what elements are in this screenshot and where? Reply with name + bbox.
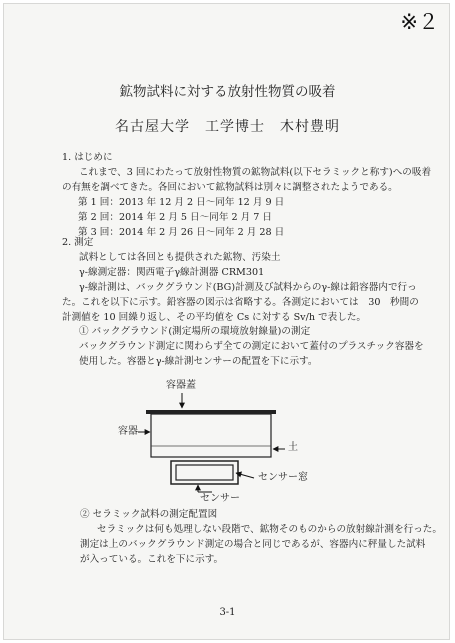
section-2-text: た。これを以下に示す。鉛容器の図示は省略する。各測定においては 30 秒間の [62, 297, 419, 308]
subsection-1-text: バックグラウンド測定に関わらず全ての測定において蓋付のプラスチック容器を [79, 341, 424, 352]
page-number: 3-1 [219, 607, 236, 618]
section-2-text: 試料としては各回とも提供された鉱物、汚染土 [79, 252, 281, 263]
container-box [151, 414, 271, 457]
sensor-label: センサー [200, 493, 240, 504]
section-1-text: これまで、3 回にわたって放射性物質の鉱物試料(以下セラミックと称す)への吸着 [79, 167, 432, 178]
container-lid [146, 410, 276, 414]
subsection-2-text: 測定は上のバックグラウンド測定の場合と同じであるが、容器内に秤量した試料 [80, 539, 426, 550]
section-2-text: γ-線計測は、バックグラウンド(BG)計測及び試料からのγ-線は鉛容器内で行っ [79, 282, 417, 293]
section-2-heading: 2. 測定 [62, 237, 94, 248]
author-line: 名古屋大学 工学博士 木村豊明 [115, 119, 340, 135]
round-2-dates: 第 2 回：2014 年 2 月 5 日～同年 2 月 7 日 [78, 212, 273, 223]
lid-label: 容器蓋 [166, 380, 196, 391]
section-2-text: γ-線測定器：関西電子γ線計測器 CRM301 [79, 267, 265, 278]
subsection-2-text: が入っている。これを下に示す。 [80, 554, 224, 565]
section-1-text: の有無を調べてきた。各回において鉱物試料は別々に調整されたようである。 [62, 182, 398, 193]
subsection-1-heading: ① バックグラウンド(測定場所の環境放射線量)の測定 [79, 326, 311, 337]
section-2-text: 計測値を 10 回繰り返し、その平均値を Cs に対する Sv/h で表した。 [62, 312, 367, 323]
section-1-heading: 1. はじめに [62, 152, 113, 163]
subsection-1-text: 使用した。容器とγ-線計測センサーの配置を下に示す。 [79, 356, 318, 367]
round-3-dates: 第 3 回：2014 年 2 月 26 日～同年 2 月 28 日 [78, 227, 285, 238]
corner-mark: ※２ [400, 10, 439, 34]
sensor-window-label: センサー窓 [258, 472, 308, 483]
document-title: 鉱物試料に対する放射性物質の吸着 [119, 84, 336, 100]
subsection-2-heading: ② セラミック試料の測定配置図 [80, 509, 218, 520]
soil-label: 土 [288, 442, 298, 453]
round-1-dates: 第 1 回：2013 年 12 月 2 日～同年 12 月 9 日 [78, 197, 285, 208]
container-label: 容器 [118, 426, 138, 437]
subsection-2-text: セラミックは何も処理しない段階で、鉱物そのものからの放射線計測を行った。 [97, 524, 442, 535]
sensor-window [176, 465, 233, 480]
